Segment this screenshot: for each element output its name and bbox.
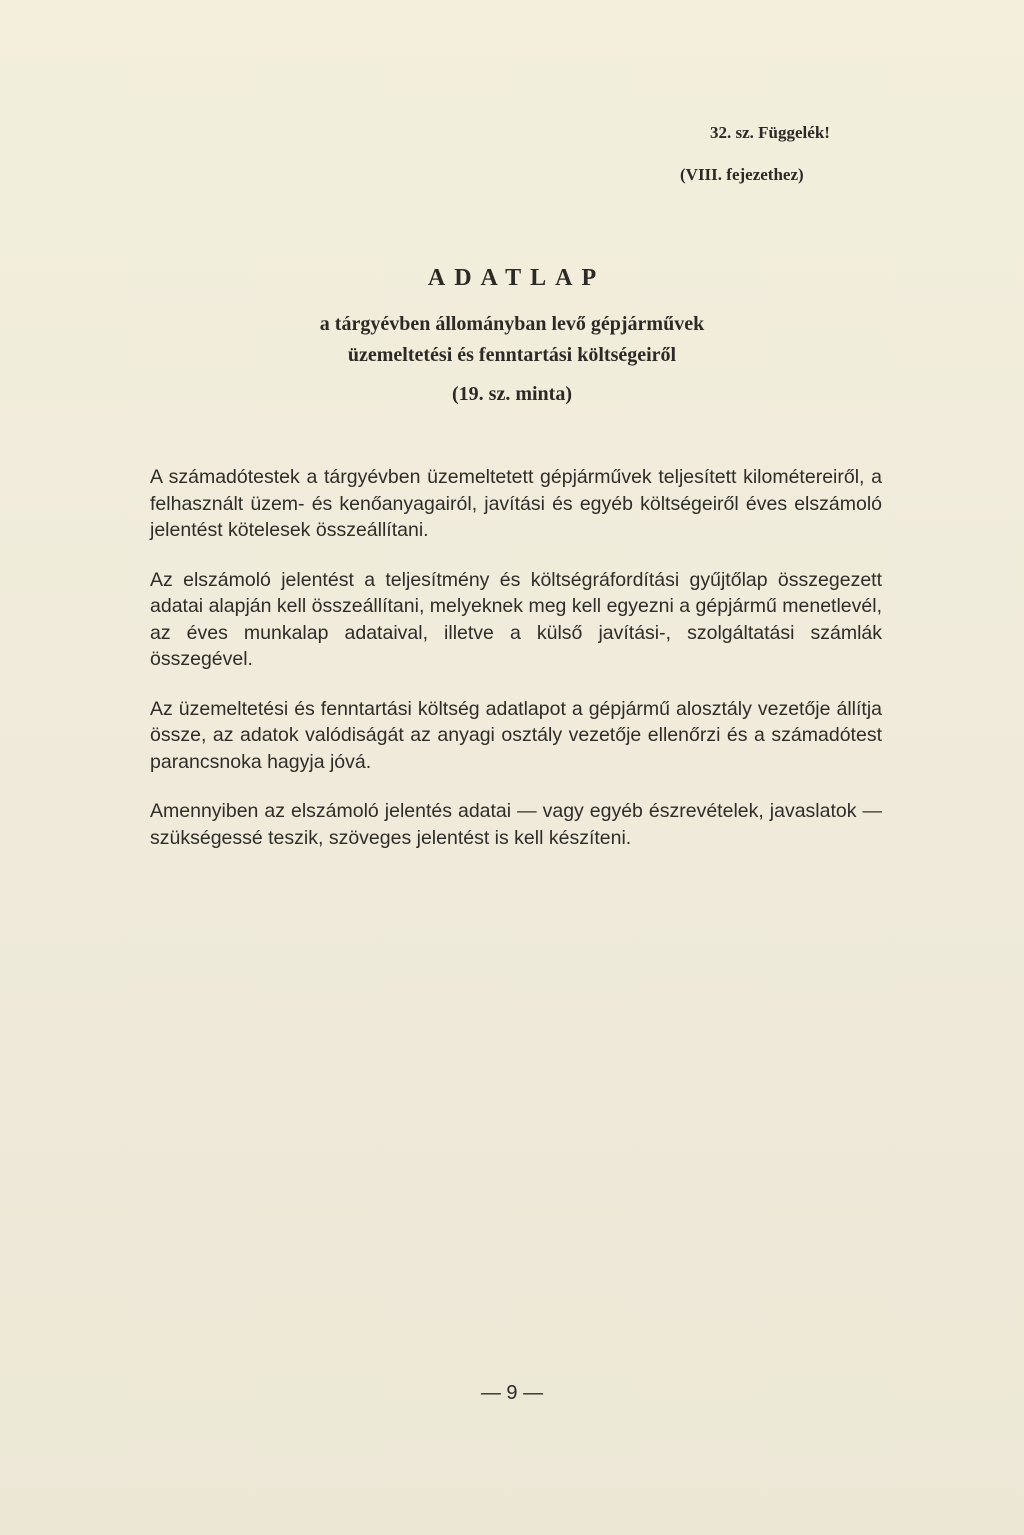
subtitle-line-2: üzemeltetési és fenntartási költségeiről (347, 344, 677, 366)
paragraph-4: Amennyiben az elszámoló jelentés adatai — vagy egyéb észrevételek, javaslatok — szükségessé teszik, szöveges jelentést is kell készíteni. (150, 800, 882, 849)
subtitle-line-1: a tárgyévben állományban levő gépjárművek (319, 313, 705, 335)
paragraph-2: Az elszámoló jelentést a teljesítmény és költségráfordítási gyűjtőlap összegezett adatai alapján kell összeállítani, melyeknek meg kell egyezni a gépjármű menetlevél, az éves munkalap adataival, illetve a külső javítási-, szolgáltatási számlák összegével. (150, 568, 882, 670)
body-text (150, 464, 882, 874)
appendix-reference (680, 112, 910, 196)
document-title: ADATLAP (427, 265, 606, 291)
appendix-number: 32. sz. Függelék! (710, 123, 830, 142)
paragraph-3: Az üzemeltetési és fenntartási költség adatlapot a gépjármű alosztály vezetője állítja össze, az adatok valódiságát az anyagi osztály vezetője ellenőrzi és a számadótest parancsnoka hagyja jóvá. (150, 697, 882, 773)
sample-reference: (19. sz. minta) (452, 383, 572, 405)
document-subtitle (0, 309, 1024, 371)
paragraph-1: A számadótestek a tárgyévben üzemeltetett gépjárművek teljesített kilométereiről, a felhasznált üzem- és kenőanyagairól, javítási és egyéb költségeiről éves elszámoló jelentést kötelesek összeállítani. (150, 466, 882, 541)
chapter-reference: (VIII. fejezethez) (680, 165, 804, 184)
page-number: — 9 — (480, 1382, 544, 1404)
